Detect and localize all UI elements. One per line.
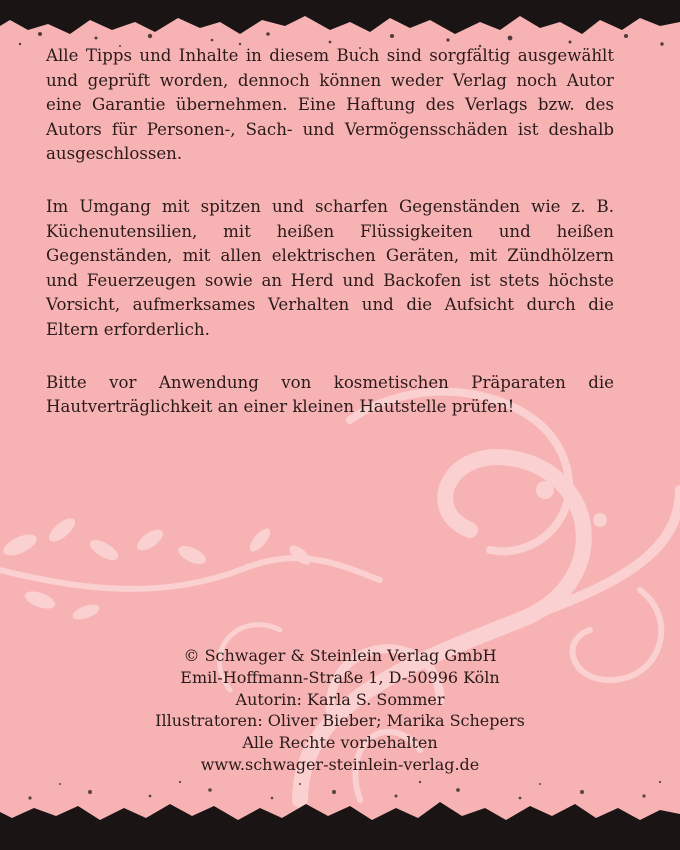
grunge-border-bottom (0, 770, 680, 850)
disclaimer-paragraph-cosmetics: Bitte vor Anwendung von kosmetischen Präparaten die Hautverträglichkeit an einer kleinen Hautstelle prüfen! (46, 372, 614, 417)
imprint-block (0, 645, 680, 776)
imprint-rights: Alle Rechte vorbehalten (242, 733, 438, 753)
disclaimer-paragraph-liability: Alle Tipps und Inhalte in diesem Buch sind sorgfältig ausgewählt und geprüft worden, dennoch können weder Verlag noch Autor eine Garantie übernehmen. Eine Haftung des Verlags bzw. des Autors für Personen-, Sach- und Vermögensschäden ist deshalb ausgeschlossen. (46, 46, 614, 164)
imprint-website: www.schwager-steinlein-verlag.de (200, 754, 480, 774)
disclaimer-paragraph-safety: Im Umgang mit spitzen und scharfen Gegenständen wie z. B. Küchenutensilien, mit heißen Flüssigkeiten und heißen Gegenständen, mit allen elektrischen Geräten, mit Zündhölzern und Feuerzeugen sowie an Herd und Backofen ist stets höchste Vorsicht, aufmerksames Verhalten und die Aufsicht durch die Eltern erforderlich. (46, 196, 614, 339)
imprint-copyright: © Schwager & Steinlein Verlag GmbH (183, 646, 497, 665)
imprint-author: Autorin: Karla S. Sommer (235, 689, 445, 709)
imprint-illustrators: Illustratoren: Oliver Bieber; Marika Schepers (155, 711, 525, 731)
imprint-address: Emil-Hoffmann-Straße 1, D-50996 Köln (180, 667, 500, 687)
disclaimer-text (46, 44, 614, 448)
